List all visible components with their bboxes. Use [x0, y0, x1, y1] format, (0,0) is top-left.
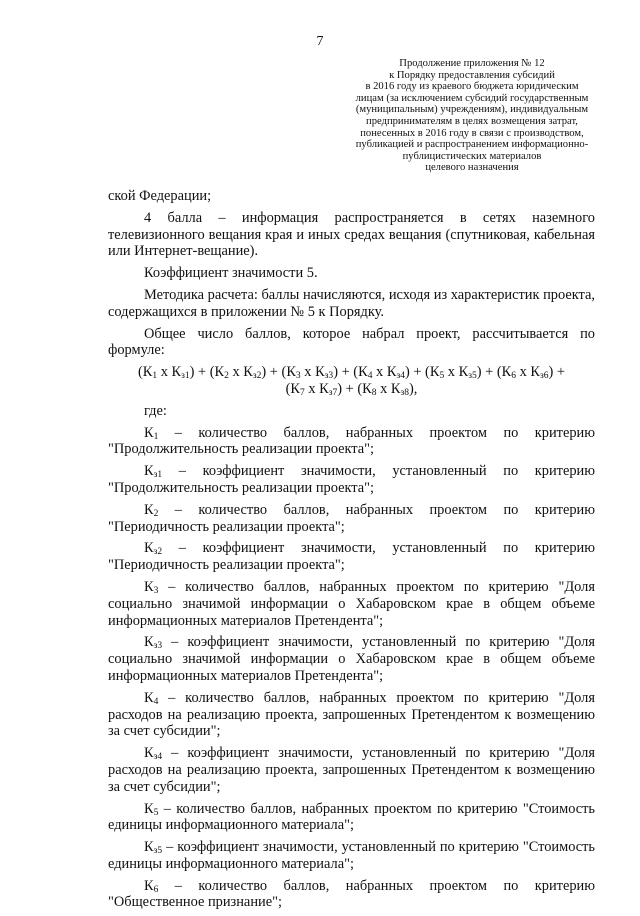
header-line: (муниципальным) учреждениям), индивидуальным	[355, 104, 589, 116]
where-label: где:	[144, 402, 167, 419]
paragraph: Методика расчета: баллы начисляются, исходя из характеристик проекта, содержащихся в приложении № 5 к Порядку.	[108, 286, 595, 320]
definition-item: $К_{з3}$ – коэффициент значимости, установленный по критерию "Доля социально значимой информации о Хабаровском крае в общем объеме информационных материалов Претендента";	[108, 634, 595, 684]
definition-item: $К_{з2}$ – коэффициент значимости, установленный по критерию "Периодичность реализации проекта";	[108, 540, 595, 574]
definition-item: $К_{з5}$ – коэффициент значимости, установленный по критерию "Стоимость единицы информационного материала";	[108, 839, 595, 872]
formula-line-2: ($К_7$ х $К_{з7}) + (К_8$ х $К_{з8}$),	[285, 380, 418, 398]
definition-item: $К_3$ – количество баллов, набранных проектом по критерию "Доля социально значимой информации о Хабаровском крае в общем объеме информационных материалов Претендента";	[108, 578, 595, 629]
paragraph: Коэффициент значимости 5.	[144, 265, 318, 282]
header-line: в 2016 году из краевого бюджета юридическим	[365, 81, 579, 93]
definition-item: $К_{з4}$ – коэффициент значимости, установленный по критерию "Доля расходов на реализацию проекта, запрошенных Претендентом к возмещению за счет субсидии";	[108, 745, 595, 795]
paragraph: ской Федерации;	[108, 188, 212, 204]
document-body	[108, 188, 595, 916]
header-line: понесенных в 2016 году в связи с производством,	[360, 127, 584, 139]
definitions-list	[108, 425, 595, 912]
definition-item: $К_4$ – количество баллов, набранных проектом по критерию "Доля расходов на реализацию проекта, запрошенных Претендентом к возмещению за счет субсидии";	[108, 689, 595, 740]
formula-line-1: ($К_1$ х $К_{з1}) + (К_2$ х $К_{з2}) + (К_3$ х $К_{з3}) + (К_4$ х $К_{з4}) + (К_5$ х $К_{з5}) + (К_6$ х $К_{з6}$) +	[138, 364, 565, 382]
header-line: публицистических материалов	[402, 150, 542, 162]
header-line: Продолжение приложения № 12	[399, 58, 545, 69]
header-line: предпринимателям в целях возмещения затрат,	[366, 115, 578, 127]
paragraph: Общее число баллов, которое набрал проект, рассчитывается по формуле:	[108, 325, 595, 359]
appendix-header	[352, 58, 592, 174]
header-line: целевого назначения	[425, 162, 519, 174]
definition-item: $К_{з1}$ – коэффициент значимости, установленный по критерию "Продолжительность реализации проекта";	[108, 463, 595, 496]
header-line: к Порядку предоставления субсидий	[389, 69, 555, 81]
definition-item: $К_6$ – количество баллов, набранных проектом по критерию "Общественное признание";	[108, 877, 595, 911]
definition-item: $К_5$ – количество баллов, набранных проектом по критерию "Стоимость единицы информационного материала";	[108, 800, 595, 834]
paragraph: 4 балла – информация распространяется в сетях наземного телевизионного вещания края и иных средах вещания (спутниковая, кабельная или Интернет-вещание).	[108, 209, 595, 260]
definition-item: $К_1$ – количество баллов, набранных проектом по критерию "Продолжительность реализации проекта";	[108, 424, 595, 458]
header-line: лицам (за исключением субсидий государственным	[355, 92, 589, 104]
header-line: публикацией и распространением информационно-	[355, 139, 589, 151]
page-number: 7	[316, 34, 324, 49]
formula	[108, 364, 595, 398]
definition-item: $К_2$ – количество баллов, набранных проектом по критерию "Периодичность реализации проекта";	[108, 501, 595, 535]
